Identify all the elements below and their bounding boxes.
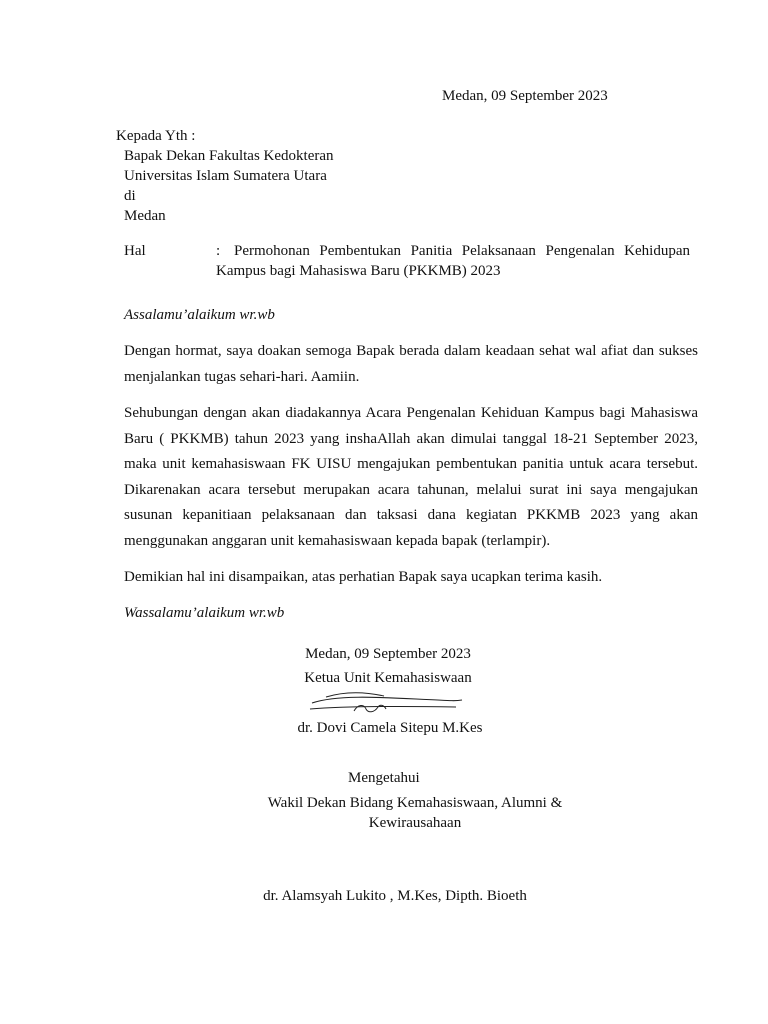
closing-greeting: Wassalamu’alaikum wr.wb xyxy=(124,605,285,621)
recipient-line: Medan xyxy=(124,208,166,224)
signatory-title: Ketua Unit Kemahasiswaan xyxy=(304,670,472,686)
recipient-heading: Kepada Yth : xyxy=(116,128,196,144)
signatory-name: dr. Dovi Camela Sitepu M.Kes xyxy=(297,720,483,736)
recipient-line: Universitas Islam Sumatera Utara xyxy=(124,168,327,184)
handwritten-signature xyxy=(306,687,466,715)
second-signatory-title: Wakil Dekan Bidang Kemahasiswaan, Alumni & Kewirausahaan xyxy=(267,795,563,831)
recipient-block xyxy=(116,126,334,226)
signature-date: Medan, 09 September 2023 xyxy=(305,646,471,662)
subject-colon: : xyxy=(216,243,221,259)
greeting: Assalamu’alaikum wr.wb xyxy=(124,307,275,323)
body-paragraph: Demikian hal ini disampaikan, atas perhatian Bapak saya ucapkan terima kasih. xyxy=(124,569,603,585)
subject-text: Permohonan Pembentukan Panitia Pelaksanaan Pengenalan Kehidupan Kampus bagi Mahasiswa Baru (PKKMB) 2023 xyxy=(216,243,690,279)
recipient-line: di xyxy=(124,188,136,204)
recipient-line: Bapak Dekan Fakultas Kedokteran xyxy=(124,148,334,164)
body-paragraph: Sehubungan dengan akan diadakannya Acara Pengenalan Kehiduan Kampus bagi Mahasiswa Baru ( PKKMB) tahun 2023 yang inshaAllah akan dimulai tanggal 18-21 September 2023, maka unit kemahasiswaan FK UISU mengajukan pembentukan panitia untuk acara tersebut. Dikarenakan acara tersebut merupakan acara tahunan, melalui surat ini saya mengajukan susunan kepanitiaan pelaksanaan dan taksasi dana kegiatan PKKMB 2023 yang akan menggunakan anggaran unit kemahasiswaan kepada bapak (terlampir). xyxy=(124,405,698,549)
second-signatory-name: dr. Alamsyah Lukito , M.Kes, Dipth. Bioeth xyxy=(263,888,527,904)
acknowledged-label: Mengetahui xyxy=(348,770,420,786)
subject-label: Hal xyxy=(124,243,146,259)
letter-date: Medan, 09 September 2023 xyxy=(442,88,608,104)
body-paragraph: Dengan hormat, saya doakan semoga Bapak berada dalam keadaan sehat wal afiat dan sukses menjalankan tugas sehari-hari. Aamiin. xyxy=(124,343,698,385)
